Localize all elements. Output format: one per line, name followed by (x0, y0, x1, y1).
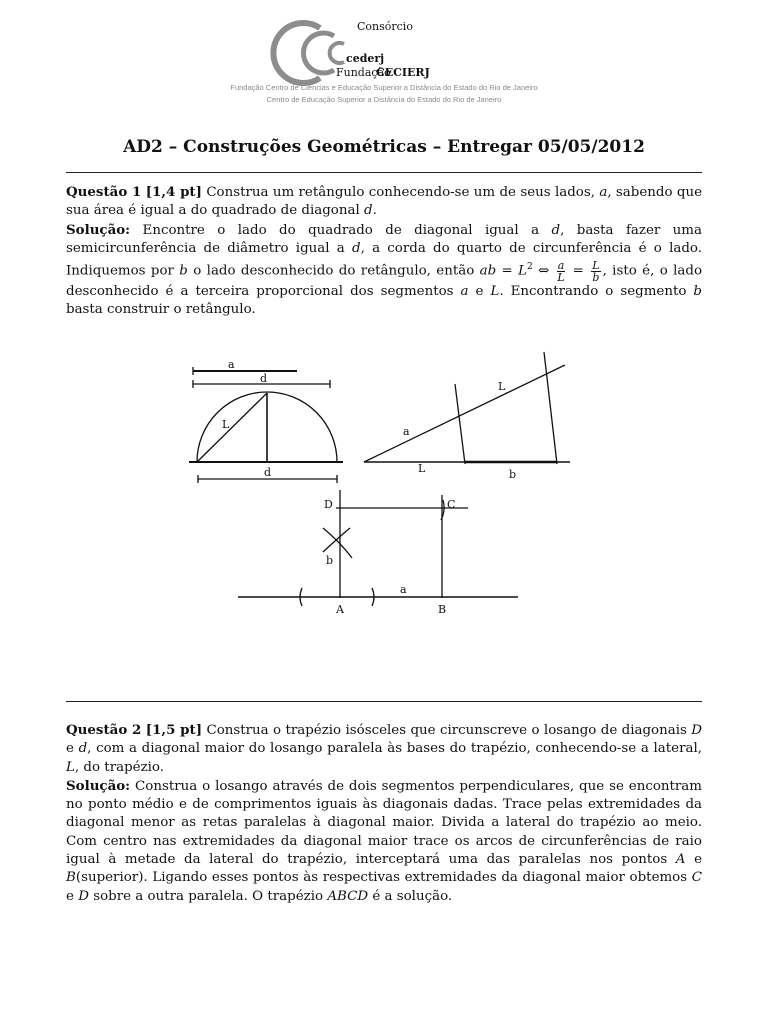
q2-label: Questão 2 (66, 722, 142, 738)
label-a-3: a (400, 583, 407, 596)
label-b-3: b (326, 554, 334, 567)
logo-tagline-2: Centro de Educação Superior a Distância do Estado do Rio de Janeiro (266, 95, 502, 104)
q1-solution-label: Solução: (66, 221, 131, 238)
label-B: B (438, 603, 447, 616)
label-a-2: a (403, 425, 410, 438)
figure-third-proportional (364, 352, 570, 464)
figure-rectangle (238, 490, 518, 606)
label-L: L (222, 418, 230, 431)
question-2: Questão 2 [1,5 pt] Construa o trapézio isósceles que circunscreve o losango de diagonais D e d, com a diagonal maior do losango paralela às bases do trapézio, conhecendo-se a lateral, L, do trapézio. Solução: Construa o losango através de dois segmentos perpendiculares, que se encontram no ponto médio e de comprimentos iguais às diagonais dadas. Trace pelas extremidades da diagonal menor as retas paralelas à diagonal maior. Divida a lateral do trapézio ao meio. Com centro nas extremidades da diagonal maior trace os arcos de circunferências de raio igual à metade da lateral do trapézio, interceptará uma das paralelas nos pontos A e B(superior). Ligando esses pontos às respectivas extremidades da diagonal maior obtemos C e D sobre a outra paralela. O trapézio ABCD é a solução. (66, 722, 703, 904)
q2-solution-label: Solução: (66, 777, 131, 794)
logo-cederj: cederj (346, 52, 385, 65)
label-D: D (324, 498, 333, 511)
logo-cecierj: CECIERJ (376, 66, 430, 79)
logo-tagline-1: Fundação Centro de Ciências e Educação Superior a Distância do Estado do Rio de Janeiro (230, 83, 538, 92)
label-a: a (228, 358, 235, 371)
logo-consorcio: Consórcio (357, 20, 413, 33)
label-L-top: L (498, 380, 506, 393)
label-C: C (447, 498, 456, 511)
logo-fundacao: Fundação (336, 66, 391, 79)
question-1: Questão 1 [1,4 pt] Construa um retângulo conhecendo-se um de seus lados, a, sabendo que sua área é igual a do quadrado de diagonal d. Solução: Encontre o lado do quadrado de diagonal igual a d, basta fazer uma semicircunferência de diâmetro igual a d, a corda do quarto de circunferência é o lado. Indiquemos por b o lado desconhecido do retângulo, então ab = $L^2$ ⇔ $\frac{a}{L}$ = $\frac{L}{b}$ , isto é, o lado desconhecido é a terceira proporcional dos segmentos a e L. Encontrando o segmento b basta construir o retângulo. (66, 184, 703, 317)
label-b: b (509, 468, 517, 481)
page-title: AD2 – Construções Geométricas – Entregar 05/05/2012 (123, 137, 645, 157)
label-d-bottom: d (264, 466, 272, 479)
section-rule (66, 701, 702, 702)
q1-points: [1,4 pt] (145, 184, 202, 200)
label-d-top: d (260, 372, 268, 385)
label-A: A (336, 603, 344, 616)
q2-points: [1,5 pt] (145, 722, 203, 738)
label-L-bottom: L (418, 462, 426, 475)
q1-label: Questão 1 (66, 184, 142, 200)
